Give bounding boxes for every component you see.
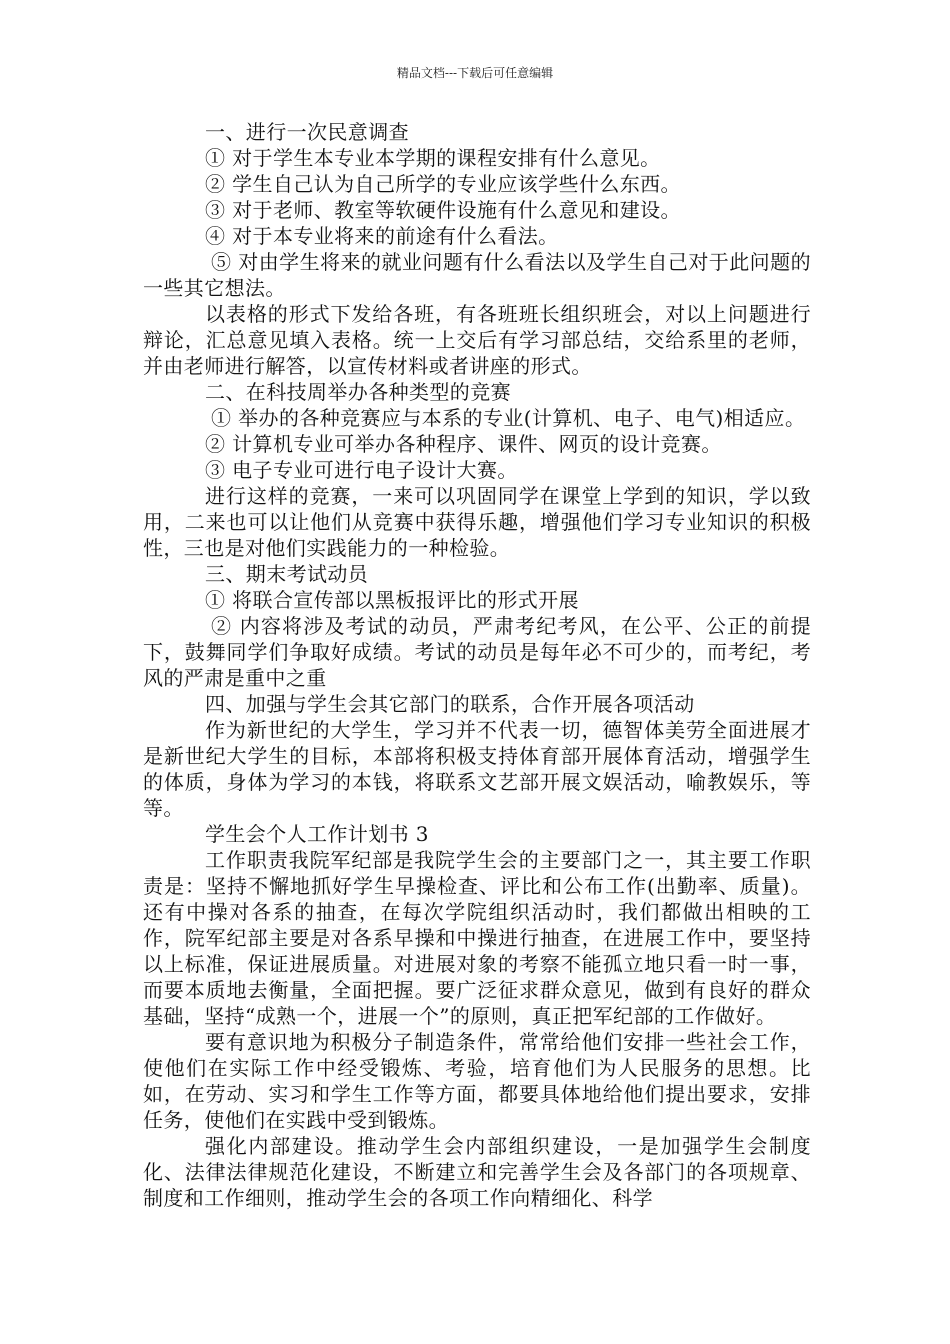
survey-item-5: ⑤ 对由学生将来的就业问题有什么看法以及学生自己对于此问题的一些其它想法。 <box>143 250 811 300</box>
exam-item-1: ① 将联合宣传部以黑板报评比的形式开展 <box>205 588 579 612</box>
competition-item-3: ③ 电子专业可进行电子设计大赛。 <box>205 458 518 482</box>
body-paragraph: 进行这样的竞赛，一来可以巩固同学在课堂上学到的知识，学以致用，二来也可以让他们从竞赛中获得乐趣，增强他们学习专业知识的积极性，三也是对他们实践能力的一种检验。 <box>143 484 811 560</box>
competition-item-2: ② 计算机专业可举办各种程序、课件、网页的设计竞赛。 <box>205 432 722 456</box>
body-paragraph: 工作职责我院军纪部是我院学生会的主要部门之一，其主要工作职责是：坚持不懈地抓好学生早操检查、评比和公布工作(出勤率、质量)。还有中操对各系的抽查，在每次学院组织活动时，我们都做出相映的工作，院军纪部主要是对各系早操和中操进行抽查，在进展工作中，要坚持以上标准，保证进展质量。对进展对象的考察不能孤立地只看一时一事，而要本质地去衡量，全面把握。要广泛征求群众意见，做到有良好的群众基础，坚持“成熟一个，进展一个”的原则，真正把军纪部的工作做好。 <box>143 848 811 1028</box>
body-paragraph: 以表格的形式下发给各班，有各班班长组织班会，对以上问题进行辩论，汇总意见填入表格。统一上交后有学习部总结，交给系里的老师，并由老师进行解答，以宣传材料或者讲座的形式。 <box>143 302 811 378</box>
document-subtitle: 学生会个人工作计划书 3 <box>205 822 429 846</box>
exam-item-2: ② 内容将涉及考试的动员，严肃考纪考风，在公平、公正的前提下，鼓舞同学们争取好成绩。考试的动员是每年必不可少的，而考纪，考风的严肃是重中之重 <box>143 614 811 690</box>
page-header: 精品文档---下载后可任意编辑 <box>396 66 554 80</box>
document-body <box>143 119 811 1211</box>
survey-item-1: ① 对于学生本专业本学期的课程安排有什么意见。 <box>205 146 661 170</box>
section-heading-exam: 三、期末考试动员 <box>205 562 369 586</box>
body-paragraph: 要有意识地为积极分子制造条件，常常给他们安排一些社会工作，使他们在实际工作中经受锻炼、考验，培育他们为人民服务的思想。比如，在劳动、实习和学生工作等方面，都要具体地给他们提出要求，安排任务，使他们在实践中受到锻炼。 <box>143 1030 811 1132</box>
body-paragraph: 作为新世纪的大学生，学习并不代表一切，德智体美劳全面进展才是新世纪大学生的目标，本部将积极支持体育部开展体育活动，增强学生的体质，身体为学习的本钱，将联系文艺部开展文娱活动，喻教娱乐，等等。 <box>143 718 811 820</box>
section-heading-survey: 一、进行一次民意调查 <box>205 120 409 144</box>
survey-item-4: ④ 对于本专业将来的前途有什么看法。 <box>205 224 559 248</box>
section-heading-competitions: 二、在科技周举办各种类型的竞赛 <box>205 380 511 404</box>
survey-item-3: ③ 对于老师、教室等软硬件设施有什么意见和建设。 <box>205 198 681 222</box>
competition-item-1: ① 举办的各种竞赛应与本系的专业(计算机、电子、电气)相适应。 <box>211 406 806 430</box>
body-paragraph: 强化内部建设。推动学生会内部组织建设，一是加强学生会制度化、法律法律规范化建设，不断建立和完善学生会及各部门的各项规章、制度和工作细则，推动学生会的各项工作向精细化、科学 <box>143 1134 811 1210</box>
section-heading-cooperation: 四、加强与学生会其它部门的联系，合作开展各项活动 <box>205 692 695 716</box>
survey-item-2: ② 学生自己认为自己所学的专业应该学些什么东西。 <box>205 172 681 196</box>
